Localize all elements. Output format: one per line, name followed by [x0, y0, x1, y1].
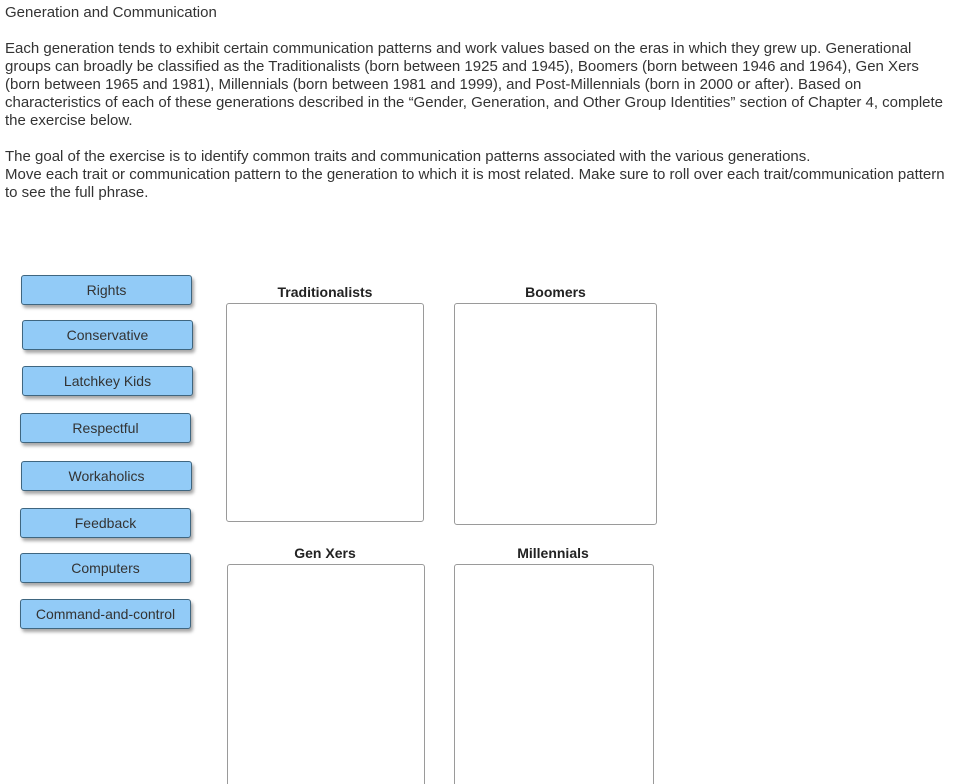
drop-zone-millennials[interactable] [454, 564, 654, 784]
trait-card-feedback[interactable]: Feedback [20, 508, 191, 538]
exercise-title: Generation and Communication [5, 4, 217, 21]
bin-label-millennials: Millennials [517, 545, 589, 561]
trait-card-computers[interactable]: Computers [20, 553, 191, 583]
trait-card-workaholics[interactable]: Workaholics [21, 461, 192, 491]
drop-zone-gen-xers[interactable] [227, 564, 425, 784]
bin-label-boomers: Boomers [525, 284, 586, 300]
instructions [5, 148, 955, 202]
intro-paragraph: Each generation tends to exhibit certain communication patterns and work values based on the eras in which they grew up. Generational groups can broadly be classified as the Traditionalists (born between 1925 and 1945), Boomers (born between 1946 and 1964), Gen Xers (born between 1965 and 1981), Millennials (born between 1981 and 1999), and Post-Millennials (born in 2000 or after). Based on characteristics of each of these generations described in the “Gender, Generation, and Other Group Identities” section of Chapter 4, complete the exercise below. [5, 40, 944, 129]
drop-zone-boomers[interactable] [454, 303, 657, 525]
trait-card-conservative[interactable]: Conservative [22, 320, 193, 350]
instructions-line-move: Move each trait or communication pattern to the generation to which it is most related. Make sure to roll over each trait/communication pattern to see the full phrase. [5, 166, 945, 201]
bin-label-gen-xers: Gen Xers [294, 545, 356, 561]
instructions-line-goal: The goal of the exercise is to identify common traits and communication patterns associated with the various generations. [5, 148, 811, 165]
trait-card-rights[interactable]: Rights [21, 275, 192, 305]
bin-label-traditionalists: Traditionalists [277, 284, 373, 300]
drop-zone-traditionalists[interactable] [226, 303, 424, 522]
trait-card-respectful[interactable]: Respectful [20, 413, 191, 443]
trait-card-command-and-control[interactable]: Command-and-control [20, 599, 191, 629]
trait-card-latchkey-kids[interactable]: Latchkey Kids [22, 366, 193, 396]
